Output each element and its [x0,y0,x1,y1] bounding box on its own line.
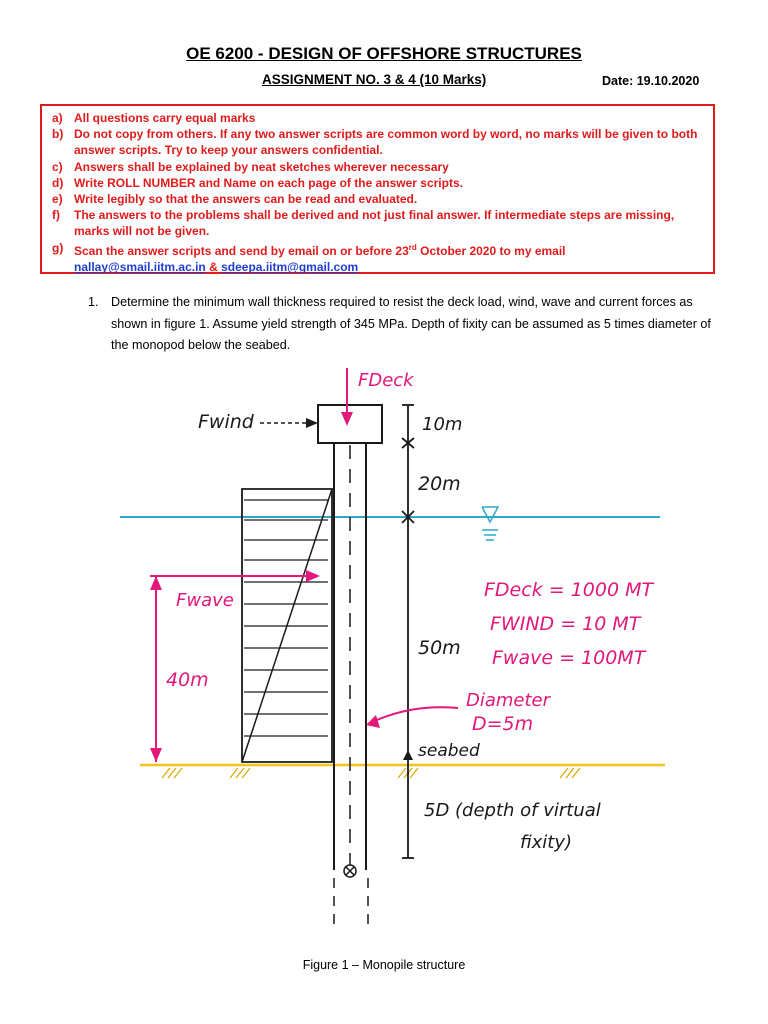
fixity-label-line1: 5D (depth of virtual [424,800,601,821]
diameter-pointer-head [366,715,380,728]
dim-40m-label: 40m [166,669,209,691]
rule-text [74,240,705,259]
email-link-sdeepa[interactable]: sdeepa.iitm@gmail.com [221,259,359,274]
rule-item [52,159,705,175]
eq-fdeck: FDeck = 1000 MT [484,579,654,601]
rule-text: The answers to the problems shall be derived and not just final answer. If intermediate steps are missing, marks will not be given. [74,208,675,239]
dim-20m-label: 20m [418,473,461,495]
rule-text: Answers shall be explained by neat sketches wherever necessary [74,159,449,174]
rule-text: All questions carry equal marks [74,111,256,125]
rule-item [52,191,705,207]
rule-item [52,207,705,239]
rule-letter: a) [52,111,63,125]
fixity-symbol [344,865,356,877]
seabed-hatch [162,768,580,778]
rule-g-text-before: Scan the answer scripts and send by email on or before 23 [74,243,409,258]
rule-g-text-after: October 2020 to my email [416,243,566,258]
assignment-subtitle: ASSIGNMENT NO. 3 & 4 (10 Marks) [262,72,487,87]
rule-item [52,126,705,158]
email-ampersand: & [209,259,218,274]
diameter-label: Diameter [466,690,551,711]
rule-item [52,175,705,191]
dim-10m-label: 10m [422,414,463,435]
deck-block [318,405,382,443]
rule-item [52,110,705,126]
rule-letter: e) [52,192,63,207]
wave-load-arrows [244,500,328,736]
monopile-figure [110,350,670,935]
dim-40m-bottom-arrowhead [150,748,162,762]
assignment-date: Date: 19.10.2020 [602,74,700,88]
instructions-box [40,104,715,274]
fwind-arrowhead [306,418,318,428]
dim-40m-top-arrowhead [150,576,162,590]
fixity-label-line2: fixity) [520,832,573,853]
fwave-arrowhead [306,570,320,582]
diameter-pointer [372,707,458,722]
figure-caption: Figure 1 – Monopile structure [302,958,466,972]
rule-item-email [52,240,705,259]
rule-g-superscript: rd [408,242,417,252]
document-title: OE 6200 - DESIGN OF OFFSHORE STRUCTURES [186,44,582,63]
question-number: 1. [88,295,99,309]
fwind-label: Fwind [198,411,254,433]
eq-fwind: FWIND = 10 MT [490,613,641,635]
fdeck-label: FDeck [358,370,414,391]
rule-letter: g) [52,240,64,255]
rule-letter: c) [52,159,63,174]
email-line [52,259,705,275]
dim-50m-label: 50m [418,637,461,659]
seabed-triangle [403,750,413,760]
fdeck-arrowhead [341,412,353,426]
rule-letter: d) [52,175,64,190]
rule-letter: b) [52,127,64,142]
email-link-nallay[interactable]: nallay@smail.iitm.ac.in [74,259,206,274]
eq-fwave: Fwave = 100MT [492,647,646,669]
seabed-label: seabed [418,741,480,761]
rule-text: Write ROLL NUMBER and Name on each page of the answer scripts. [74,175,463,190]
diameter-value: D=5m [472,713,534,735]
water-level-symbol [482,507,498,540]
question-text: Determine the minimum wall thickness required to resist the deck load, wind, wave and current forces as shown in figure 1. Assume yield strength of 345 MPa. Depth of fixity can be assumed as 5 times diameter of the monopod below the seabed. [111,295,711,352]
rule-letter: f) [52,208,60,223]
question-1 [88,292,718,357]
rule-text: Write legibly so that the answers can be read and evaluated. [74,192,418,207]
fwave-label: Fwave [176,590,234,611]
rule-text: Do not copy from others. If any two answer scripts are common word by word, no marks will be given to both answer scripts. Try to keep your answers confidential. [74,127,698,158]
